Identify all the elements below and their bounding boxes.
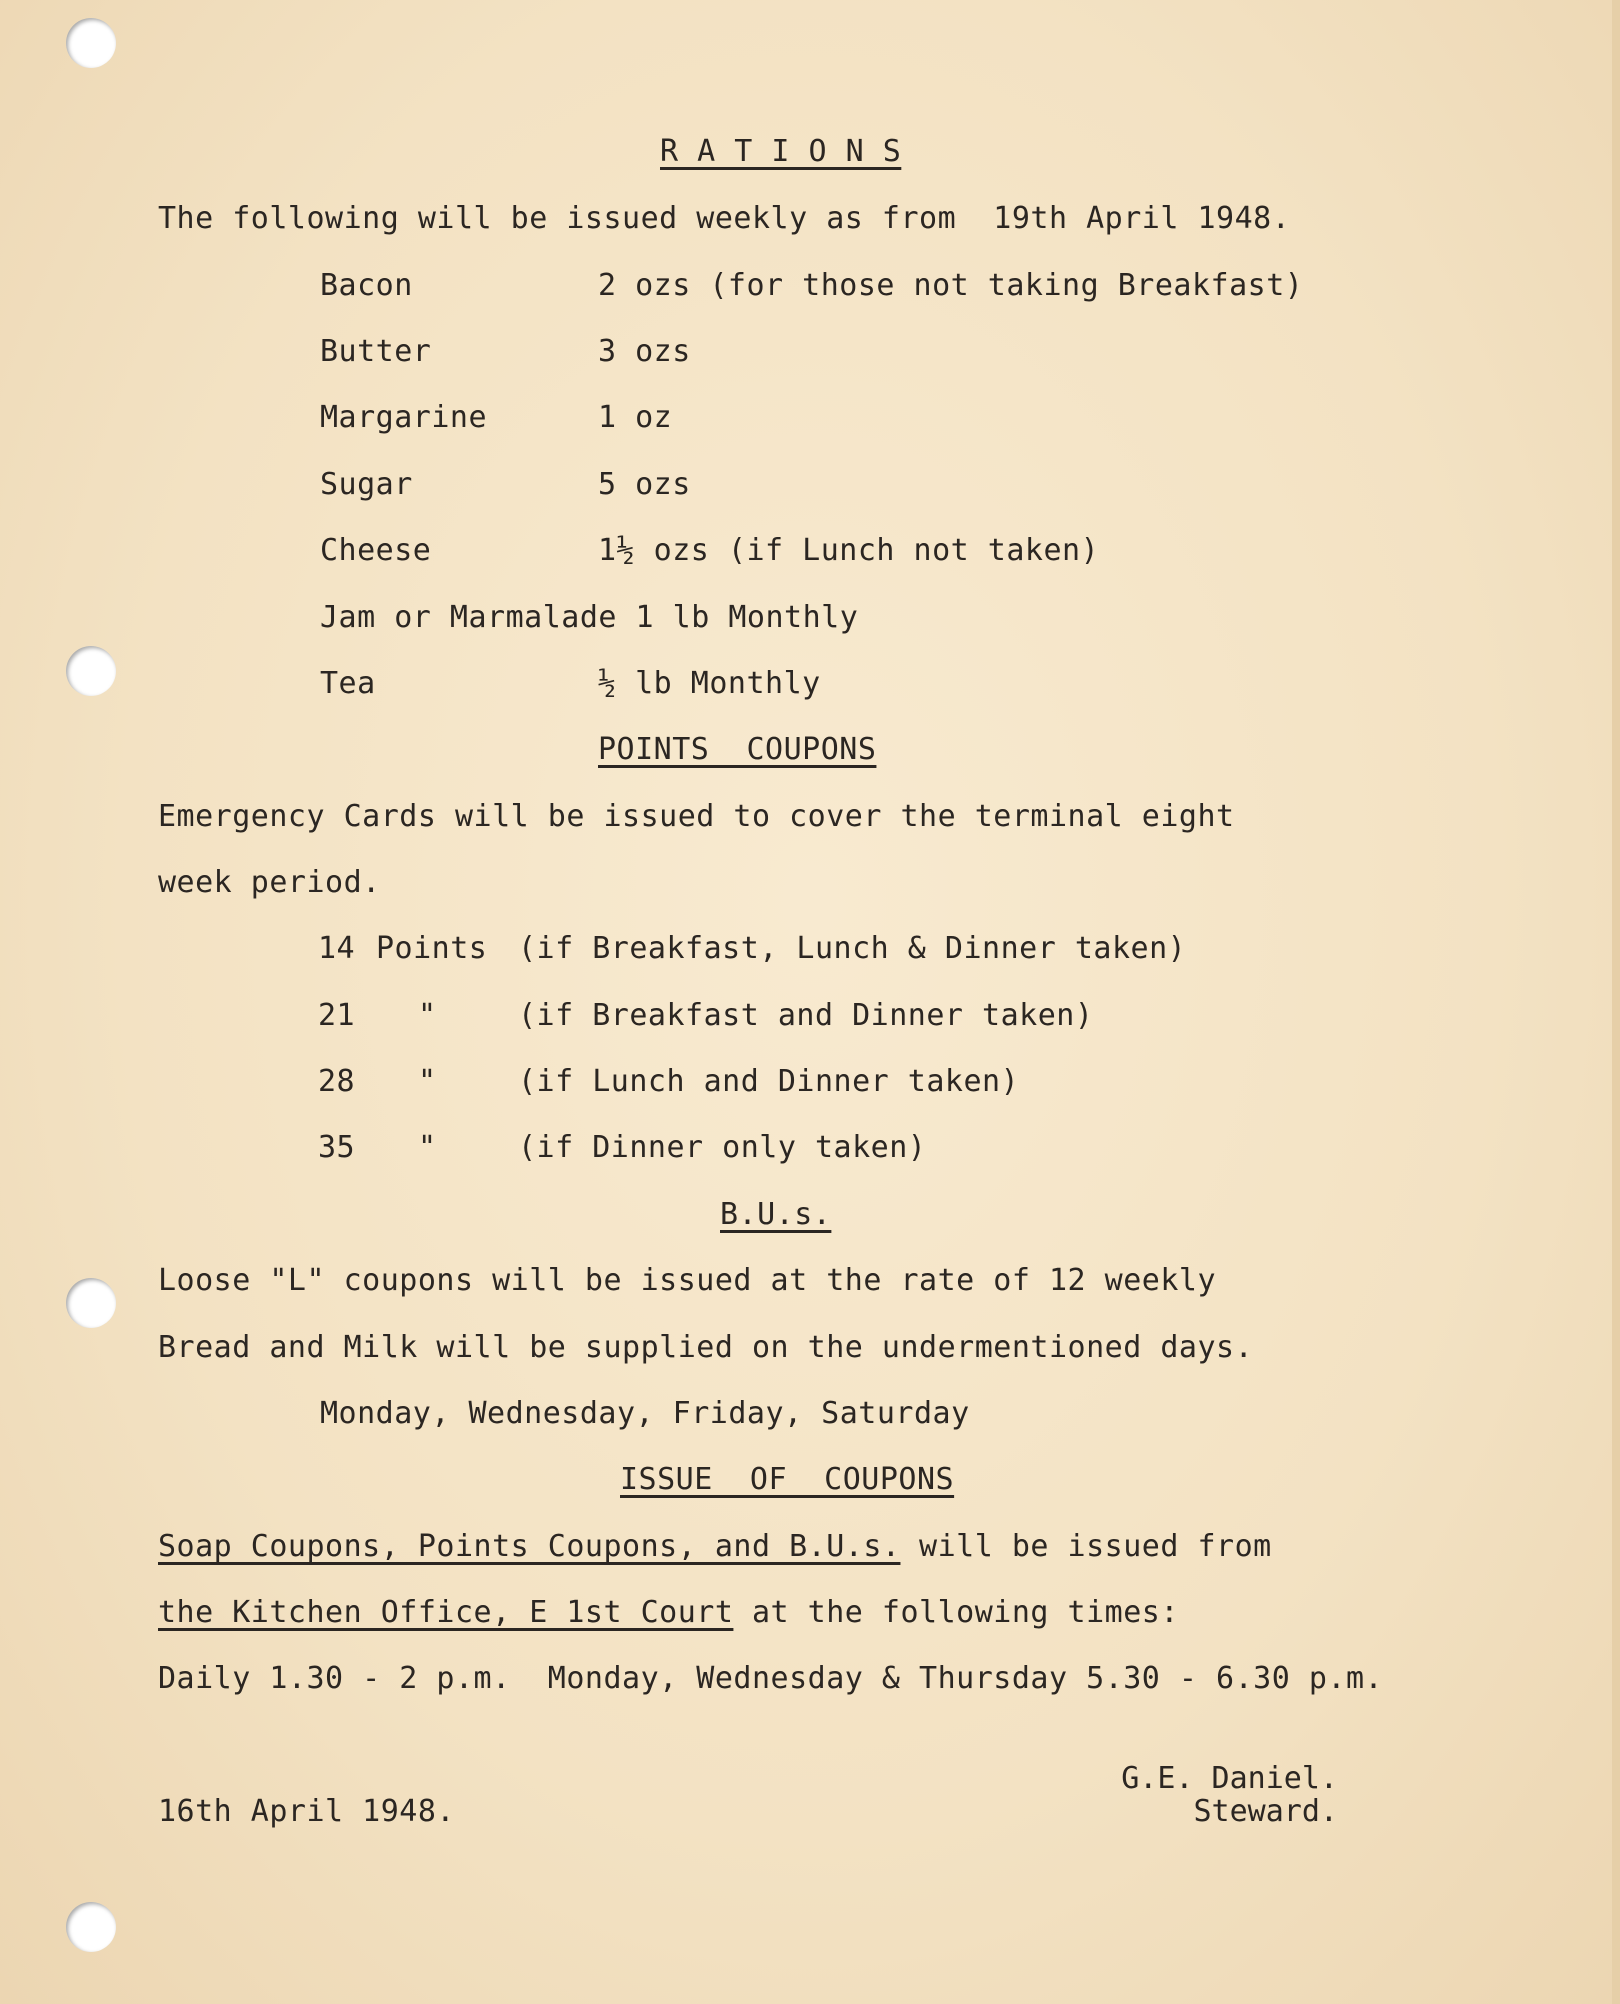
points-text: Emergency Cards will be issued to cover the terminal eight (158, 799, 1235, 834)
ration-item: Tea (320, 666, 376, 701)
issue-line (158, 1529, 1272, 1564)
issue-line (158, 1595, 1179, 1630)
points-condition: (if Lunch and Dinner taken) (518, 1064, 1020, 1099)
ration-amount: 5 ozs (598, 467, 691, 502)
points-number: 35 (318, 1130, 356, 1165)
ration-item: Butter (320, 334, 432, 369)
punch-hole (66, 18, 116, 68)
issue-location: the Kitchen Office, E 1st Court (158, 1595, 734, 1630)
points-heading: POINTS COUPONS (598, 732, 877, 767)
issue-heading: ISSUE OF COUPONS (620, 1462, 955, 1497)
ration-item: Margarine (320, 400, 488, 435)
bus-text: Loose "L" coupons will be issued at the rate of 12 weekly (158, 1263, 1217, 1298)
issue-times: Daily 1.30 - 2 p.m. Monday, Wednesday & Thursday 5.30 - 6.30 p.m. (158, 1661, 1384, 1696)
supply-days: Monday, Wednesday, Friday, Saturday (320, 1396, 970, 1431)
points-unit: " (418, 1130, 437, 1165)
bus-text: Bread and Milk will be supplied on the undermentioned days. (158, 1330, 1254, 1365)
points-number: 14 (318, 931, 356, 966)
points-condition: (if Breakfast and Dinner taken) (518, 998, 1094, 1033)
ration-amount: 3 ozs (598, 334, 691, 369)
points-unit: Points (376, 931, 488, 966)
page-edge (1612, 0, 1620, 2004)
punch-hole (66, 1902, 116, 1952)
signature-name: G.E. Daniel. (1121, 1761, 1338, 1796)
jam-line: Jam or Marmalade 1 lb Monthly (320, 600, 859, 635)
points-number: 21 (318, 998, 356, 1033)
ration-amount: 2 ozs (for those not taking Breakfast) (598, 268, 1304, 303)
ration-item: Cheese (320, 533, 432, 568)
bus-heading: B.U.s. (720, 1197, 832, 1232)
punch-hole (66, 646, 116, 696)
points-number: 28 (318, 1064, 356, 1099)
signature-role: Steward. (1193, 1794, 1338, 1829)
ration-amount: 1 oz (598, 400, 673, 435)
points-condition: (if Breakfast, Lunch & Dinner taken) (518, 931, 1187, 966)
points-text: week period. (158, 865, 381, 900)
ration-amount: ½ lb Monthly (598, 666, 821, 701)
ration-item: Sugar (320, 467, 413, 502)
intro-text: The following will be issued weekly as from 19th April 1948. (158, 201, 1291, 236)
issue-items: Soap Coupons, Points Coupons, and B.U.s. (158, 1529, 901, 1564)
ration-item: Bacon (320, 268, 413, 303)
points-condition: (if Dinner only taken) (518, 1130, 927, 1165)
points-unit: " (418, 1064, 437, 1099)
issue-text: will be issued from (900, 1529, 1272, 1564)
ration-amount: 1½ ozs (if Lunch not taken) (598, 533, 1100, 568)
points-unit: " (418, 998, 437, 1033)
page-title: R A T I O N S (660, 134, 902, 169)
document-date: 16th April 1948. (158, 1794, 455, 1829)
punch-hole (66, 1278, 116, 1328)
issue-text: at the following times: (733, 1595, 1179, 1630)
